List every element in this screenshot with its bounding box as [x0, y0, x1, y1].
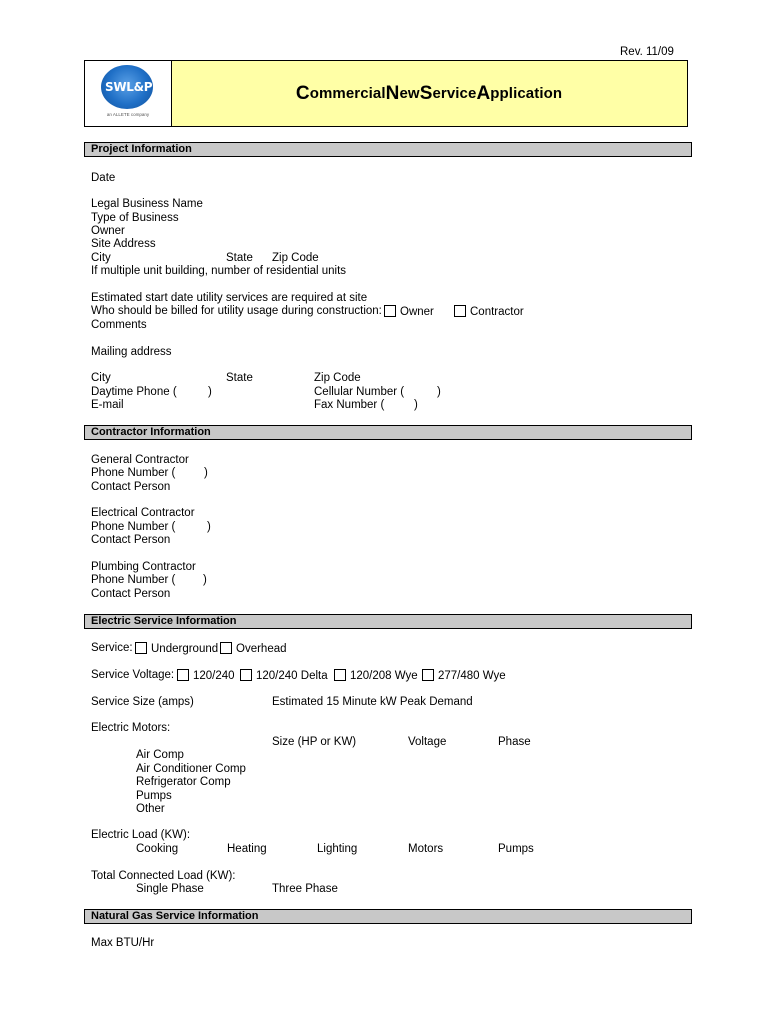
single-phase-label: Single Phase	[136, 883, 204, 895]
voltage-120-240-option[interactable]: 120/240	[177, 669, 235, 683]
date-label: Date	[91, 172, 116, 184]
general-contact-label: Contact Person	[91, 481, 171, 493]
motor-item: Pumps	[136, 790, 172, 802]
email-label: E-mail	[91, 399, 124, 411]
voltage-120-240-checkbox[interactable]	[177, 669, 189, 681]
underground-checkbox[interactable]	[135, 642, 147, 654]
city-label: City	[91, 252, 111, 264]
mail-city-label: City	[91, 372, 111, 384]
motor-voltage-header: Voltage	[408, 736, 447, 748]
billed-question-label: Who should be billed for utility usage during construction:	[91, 305, 382, 317]
owner-label: Owner	[91, 225, 125, 237]
logo-subtitle: an ALLETE company	[106, 112, 150, 117]
load-item: Lighting	[317, 843, 358, 855]
fax-close: )	[414, 399, 418, 411]
cellular-close: )	[437, 386, 441, 398]
motor-item: Air Conditioner Comp	[136, 763, 246, 775]
max-btu-label: Max BTU/Hr	[91, 937, 155, 949]
daytime-phone-label: Daytime Phone (	[91, 386, 177, 398]
type-of-business-label: Type of Business	[91, 212, 179, 224]
general-phone-close: )	[204, 467, 208, 479]
electrical-contractor-label: Electrical Contractor	[91, 507, 195, 519]
revision-label: Rev. 11/09	[620, 46, 674, 58]
voltage-277-480-wye-option[interactable]: 277/480 Wye	[422, 669, 506, 683]
load-item: Cooking	[136, 843, 179, 855]
section-electric-service-information: Electric Service Information	[84, 614, 692, 629]
page-title: C ommercial N ew S ervice A pplication	[295, 82, 563, 104]
zip-code-label: Zip Code	[272, 252, 319, 264]
plumbing-contractor-label: Plumbing Contractor	[91, 561, 196, 573]
load-item: Heating	[227, 843, 267, 855]
billed-contractor-checkbox[interactable]	[454, 305, 466, 317]
electrical-phone-close: )	[207, 521, 211, 533]
site-address-label: Site Address	[91, 238, 156, 250]
service-label: Service:	[91, 642, 133, 654]
general-contractor-label: General Contractor	[91, 454, 189, 466]
mail-state-label: State	[226, 372, 253, 384]
mail-zip-label: Zip Code	[314, 372, 361, 384]
section-project-information: Project Information	[84, 142, 692, 157]
overhead-checkbox[interactable]	[220, 642, 232, 654]
cellular-number-label: Cellular Number (	[314, 386, 405, 398]
load-item: Motors	[408, 843, 444, 855]
total-connected-load-label: Total Connected Load (KW):	[91, 870, 236, 882]
billed-owner-checkbox[interactable]	[384, 305, 396, 317]
billed-owner-option[interactable]: Owner	[384, 305, 434, 319]
voltage-277-480-wye-checkbox[interactable]	[422, 669, 434, 681]
electric-load-label: Electric Load (KW):	[91, 829, 191, 841]
state-label: State	[226, 252, 253, 264]
electrical-phone-label: Phone Number (	[91, 521, 176, 533]
plumbing-phone-close: )	[203, 574, 207, 586]
section-contractor-information: Contractor Information	[84, 425, 692, 440]
section-natural-gas-service-information: Natural Gas Service Information	[84, 909, 692, 924]
logo-text: SWL&P	[105, 80, 153, 94]
daytime-phone-close: )	[208, 386, 212, 398]
peak-demand-label: Estimated 15 Minute kW Peak Demand	[272, 696, 473, 708]
plumbing-phone-label: Phone Number (	[91, 574, 176, 586]
voltage-120-240-delta-checkbox[interactable]	[240, 669, 252, 681]
voltage-120-208-wye-option[interactable]: 120/208 Wye	[334, 669, 418, 683]
multi-unit-label: If multiple unit building, number of residential units	[91, 265, 347, 277]
electrical-contact-label: Contact Person	[91, 534, 171, 546]
start-date-label: Estimated start date utility services are required at site	[91, 292, 368, 304]
underground-option[interactable]: Underground	[135, 642, 218, 656]
motor-item: Refrigerator Comp	[136, 776, 231, 788]
three-phase-label: Three Phase	[272, 883, 338, 895]
fax-number-label: Fax Number (	[314, 399, 385, 411]
legal-business-name-label: Legal Business Name	[91, 198, 203, 210]
motor-item: Air Comp	[136, 749, 184, 761]
motor-item: Other	[136, 803, 165, 815]
voltage-120-208-wye-checkbox[interactable]	[334, 669, 346, 681]
overhead-option[interactable]: Overhead	[220, 642, 287, 656]
comments-label: Comments	[91, 319, 147, 331]
electric-motors-label: Electric Motors:	[91, 722, 171, 734]
service-size-label: Service Size (amps)	[91, 696, 194, 708]
motor-size-header: Size (HP or KW)	[272, 736, 357, 748]
form-header	[84, 60, 688, 127]
plumbing-contact-label: Contact Person	[91, 588, 171, 600]
billed-contractor-option[interactable]: Contractor	[454, 305, 524, 319]
motor-phase-header: Phase	[498, 736, 531, 748]
service-voltage-label: Service Voltage:	[91, 669, 175, 681]
logo	[85, 61, 172, 126]
mailing-address-label: Mailing address	[91, 346, 172, 358]
load-item: Pumps	[498, 843, 534, 855]
general-phone-label: Phone Number (	[91, 467, 176, 479]
voltage-120-240-delta-option[interactable]: 120/240 Delta	[240, 669, 328, 683]
